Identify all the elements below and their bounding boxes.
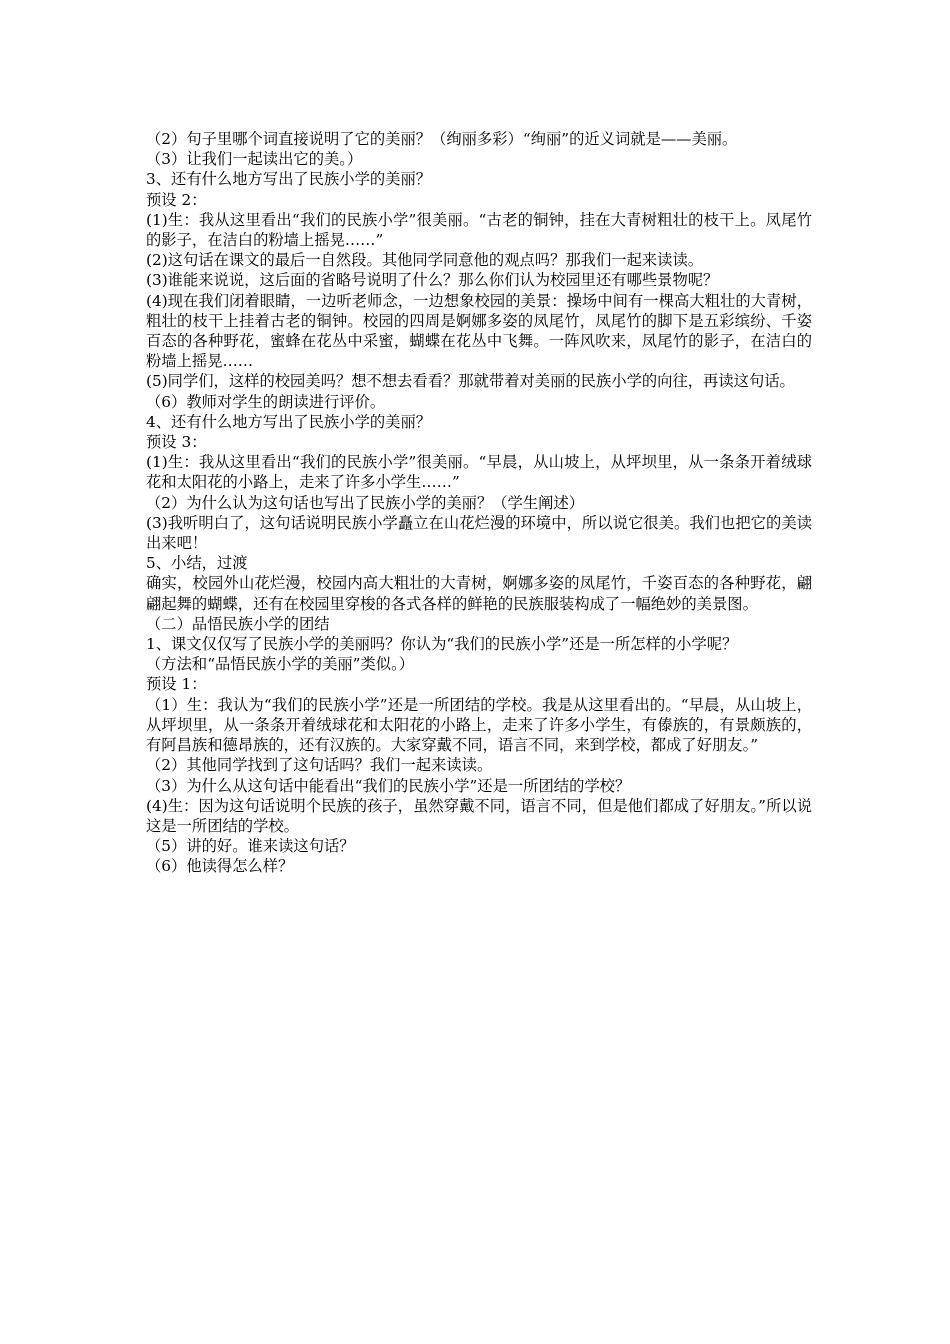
paragraph: (4)生：因为这句话说明个民族的孩子，虽然穿戴不同，语言不同，但是他们都成了好朋友。”所以说这是一所团结的学校。 — [146, 796, 812, 835]
section-heading: 5、小结，过渡 — [146, 554, 248, 573]
section-heading: （二）品悟民族小学的团结 — [146, 614, 330, 633]
paragraph: (1)生：我从这里看出“我们的民族小学”很美丽。“古老的铜钟，挂在大青树粗壮的枝干上。凤尾竹的影子，在洁白的粉墙上摇晃……” — [146, 210, 812, 250]
document-body — [146, 129, 812, 877]
paragraph: （6）他读得怎么样？ — [146, 857, 294, 876]
paragraph: 预设 1： — [146, 675, 207, 694]
paragraph: （方法和“品悟民族小学的美丽”类似。） — [146, 655, 415, 674]
paragraph: (1)生：我从这里看出“我们的民族小学”很美丽。“早晨，从山坡上，从坪坝里，从一条条开着绒球花和太阳花的小路上，走来了许多小学生……” — [146, 453, 812, 492]
paragraph: （3）让我们一起读出它的美。） — [146, 150, 363, 169]
paragraph: （5）讲的好。谁来读这句话？ — [146, 837, 355, 856]
paragraph: (3)谁能来说说，这后面的省略号说明了什么？那么你们认为校园里还有哪些景物呢？ — [146, 271, 719, 290]
paragraph: （6）教师对学生的朗读进行评价。 — [146, 392, 386, 411]
paragraph: （1）生：我认为“我们的民族小学”还是一所团结的学校。我是从这里看出的。“早晨，从山坡上，从坪坝里，从一条条开着绒球花和太阳花的小路上，走来了许多小学生，有傣族的，有景颇族的，有阿昌族和德昂族的，还有汉族的。大家穿戴不同，语言不同，来到学校，都成了好朋友。” — [146, 695, 812, 755]
section-heading: 3、还有什么地方写出了民族小学的美丽？ — [146, 170, 432, 189]
paragraph: 确实，校园外山花烂漫，校园内高大粗壮的大青树，婀娜多姿的凤尾竹，千姿百态的各种野花，翩翩起舞的蝴蝶，还有在校园里穿梭的各式各样的鲜艳的民族服装构成了一幅绝妙的美景图。 — [146, 574, 812, 613]
section-heading: 4、还有什么地方写出了民族小学的美丽？ — [146, 412, 432, 431]
paragraph: (3)我听明白了，这句话说明民族小学矗立在山花烂漫的环境中，所以说它很美。我们也把它的美读出来吧！ — [146, 513, 812, 553]
paragraph: （2）为什么认为这句话也写出了民族小学的美丽？（学生阐述） — [146, 493, 585, 512]
paragraph: (2)这句话在课文的最后一自然段。其他同学同意他的观点吗？那我们一起来读读。 — [146, 251, 704, 270]
paragraph: （2）其他同学找到了这句话吗？我们一起来读读。 — [146, 756, 493, 775]
paragraph: 1、课文仅仅写了民族小学的美丽吗？你认为“我们的民族小学”还是一所怎样的小学呢？ — [146, 635, 738, 654]
paragraph: 预设 2： — [146, 190, 207, 209]
paragraph: (4)现在我们闭着眼睛，一边听老师念，一边想象校园的美景：操场中间有一棵高大粗壮的大青树，粗壮的枝干上挂着古老的铜钟。校园的四周是婀娜多姿的凤尾竹，凤尾竹的脚下是五彩缤纷、千姿百态的各种野花，蜜蜂在花丛中采蜜，蝴蝶在花丛中飞舞。一阵风吹来，凤尾竹的影子，在洁白的粉墙上摇晃…… — [146, 291, 812, 371]
paragraph: 预设 3： — [146, 433, 207, 452]
paragraph: （3）为什么从这句话中能看出“我们的民族小学”还是一所团结的学校？ — [146, 776, 631, 795]
paragraph: (5)同学们，这样的校园美吗？想不想去看看？那就带着对美丽的民族小学的向往，再读这句话。 — [146, 372, 795, 391]
paragraph: （2）句子里哪个词直接说明了它的美丽？（绚丽多彩）“绚丽”的近义词就是——美丽。 — [146, 130, 738, 148]
